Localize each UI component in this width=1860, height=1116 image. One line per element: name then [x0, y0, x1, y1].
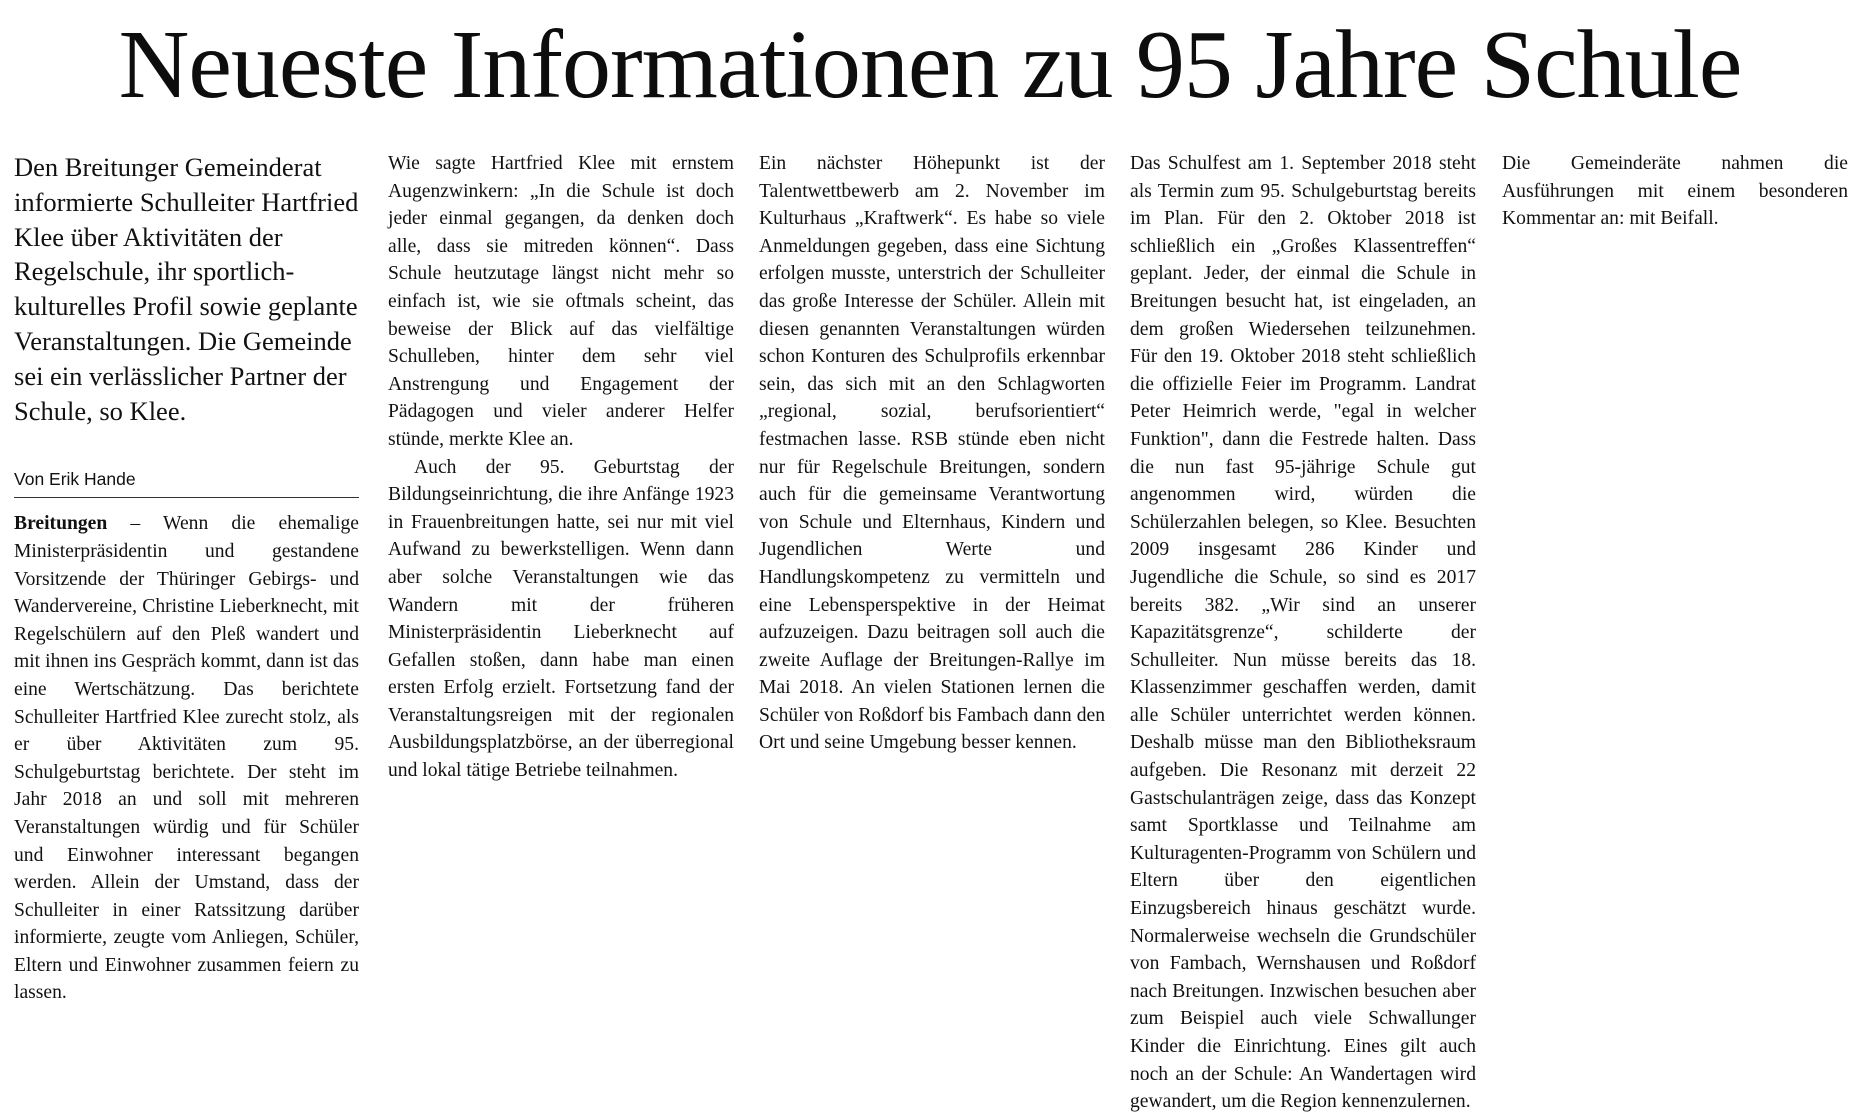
column-4	[1130, 150, 1476, 1116]
column-5	[1502, 150, 1848, 233]
lead-text: – Wenn die ehemalige Ministerpräsidentin und gestandene Vorsitzende der Thüringer Gebirgs- und Wandervereine, Christine Lieberknecht, mit Regelschülern auf den Pleß wandert und mit ihnen ins Gespräch kommt, dann ist das eine Wertschätzung. Das berichtete Schulleiter Hartfried Klee zurecht stolz, als er über Aktivitäten zum 95. Schulgeburtstag berichtete. Der steht im Jahr 2018 an und soll mit mehreren Veranstaltungen würdig und für Schüler und Einwohner interessant begangen werden. Allein der Umstand, dass der Schulleiter in einer Ratssitzung darüber informierte, zeugte vom Anliegen, Schüler, Eltern und Einwohner zusammen feiern zu lassen.	[14, 513, 359, 1004]
body-paragraph: Das Schulfest am 1. September 2018 steht als Termin zum 95. Schulgeburtstag bereits im Plan. Für den 2. Oktober 2018 ist schließlich ein „Großes Klassentreffen“ geplant. Jeder, der einmal die Schule in Breitungen besucht hat, ist eingeladen, an dem großen Wiedersehen teilzunehmen. Für den 19. Oktober 2018 steht schließlich die offizielle Feier im Programm. Landrat Peter Heimrich werde, "egal in welcher Funktion", dann die Festrede halten. Dass die nun fast 95-jährige Schule gut angenommen wird, würden die Schülerzahlen belegen, so Klee. Besuchten 2009 insgesamt 286 Kinder und Jugendliche die Schule, so sind es 2017 bereits 382. „Wir sind an unserer Kapazitätsgrenze“, schilderte der Schulleiter. Nun müsse bereits das 18. Klassenzimmer geschaffen werden, damit alle Schüler unterrichtet werden können. Deshalb müsse man den Bibliotheksraum aufgeben. Die Resonanz mit derzeit 22 Gastschulanträgen zeige, dass das Konzept samt Sportklasse und Teilnahme am Kulturagenten-Programm von Schülern und Eltern über den eigentlichen Einzugsbereich hinaus geschätzt wurde. Normalerweise wechseln die Grundschüler von Fambach, Wernshausen und Roßdorf nach Breitungen. Inzwischen besuchen aber zum Beispiel auch viele Schwallunger Kinder die Einrichtung. Eines gilt auch noch an der Schule: An Wandertagen wird gewandert, um die Region kennenzulernen.	[1130, 153, 1476, 1113]
body-paragraph: Die Gemeinderäte nahmen die Ausführungen mit einem besonderen Kommentar an: mit Beifall.	[1502, 153, 1848, 230]
column-2	[388, 150, 734, 785]
teaser: Den Breitunger Gemeinderat informierte Schulleiter Hartfried Klee über Aktivitäten der Regelschule, ihr sportlich-kulturelles Profil sowie geplante Veranstaltungen. Die Gemeinde sei ein verlässlicher Partner der Schule, so Klee.	[14, 152, 359, 426]
column-1	[14, 150, 359, 1007]
column-3	[759, 150, 1105, 757]
body-paragraph: Ein nächster Höhepunkt ist der Talentwettbewerb am 2. November im Kulturhaus „Kraftwerk“. Es habe so viele Anmeldungen gegeben, dass eine Sichtung erfolgen musste, unterstrich der Schulleiter das große Interesse der Schüler. Allein mit diesen genannten Veranstaltungen würden schon Konturen des Schulprofils erkennbar sein, das sich mit an den Schlagworten „regional, sozial, berufsorientiert“ festmachen lasse. RSB stünde eben nicht nur für Regelschule Breitungen, sondern auch für die gemeinsame Verantwortung von Schule und Elternhaus, Kindern und Jugendlichen Werte und Handlungskompetenz zu vermitteln und eine Lebensperspektive in der Heimat aufzuzeigen. Dazu beitragen soll auch die zweite Auflage der Breitungen-Rallye im Mai 2018. An vielen Stationen lernen die Schüler von Roßdorf bis Fambach dann den Ort und seine Umgebung besser kennen.	[759, 153, 1105, 754]
lead-paragraph	[14, 510, 359, 1007]
body-paragraph: Auch der 95. Geburtstag der Bildungseinrichtung, die ihre Anfänge 1923 in Frauenbreitungen hatte, sei nur mit viel Aufwand zu bewerkstelligen. Wenn dann aber solche Veranstaltungen wie das Wandern mit der früheren Ministerpräsidentin Lieberknecht auf Gefallen stoßen, dann habe man einen ersten Erfolg erzielt. Fortsetzung fand der Veranstaltungsreigen mit der regionalen Ausbildungsplatzbörse, an der überregional und lokal tätige Betriebe teilnahmen.	[388, 456, 734, 782]
body-paragraph: Wie sagte Hartfried Klee mit ernstem Augenzwinkern: „In die Schule ist doch jeder einmal gegangen, da denken doch alle, dass sie mitreden können“. Dass Schule heutzutage längst nicht mehr so einfach ist, wie sie oftmals scheint, das beweise der Blick auf das vielfältige Schulleben, hinter dem sehr viel Anstrengung und Engagement der Pädagogen und vieler anderer Helfer stünde, merkte Klee an.	[388, 153, 734, 450]
byline: Von Erik Hande	[14, 468, 359, 498]
article-headline: Neueste Informationen zu 95 Jahre Schule	[118, 11, 1742, 119]
dateline: Breitungen	[14, 513, 108, 535]
